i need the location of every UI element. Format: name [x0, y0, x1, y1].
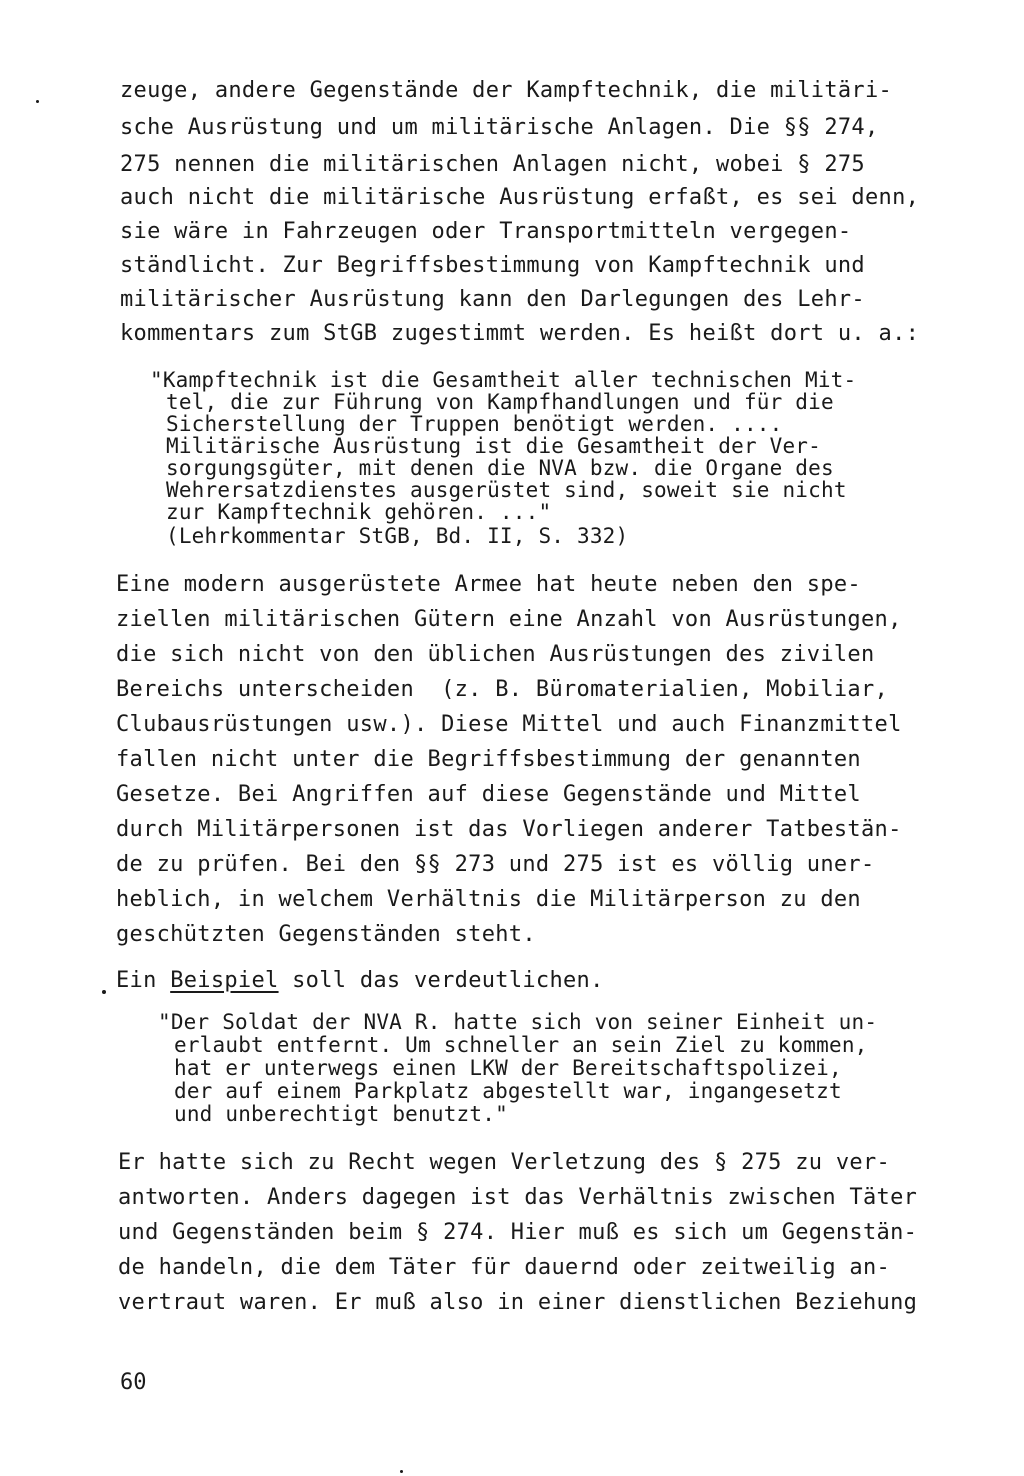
text-line: heblich, in welchem Verhältnis die Militärperson zu den — [116, 887, 861, 912]
quote-line: Wehrersatzdienstes ausgerüstet sind, soweit sie nicht — [166, 478, 847, 502]
text-line: die sich nicht von den üblichen Ausrüstungen des zivilen — [116, 642, 875, 667]
text-line: durch Militärpersonen ist das Vorliegen anderer Tatbestän- — [116, 817, 902, 842]
quote-line: "Der Soldat der NVA R. hatte sich von seiner Einheit un- — [158, 1010, 878, 1034]
quote-line: und unberechtigt benutzt." — [174, 1102, 508, 1126]
text-line: zeuge, andere Gegenstände der Kampftechnik, die militäri- — [120, 78, 893, 103]
example-text-before: Ein — [116, 968, 171, 993]
text-line: Gesetze. Bei Angriffen auf diese Gegenstände und Mittel — [116, 782, 861, 807]
scan-speck — [400, 1470, 403, 1473]
quote-line: Militärische Ausrüstung ist die Gesamtheit der Ver- — [166, 434, 821, 458]
text-line: kommentars zum StGB zugestimmt werden. Es heißt dort u. a.: — [120, 321, 920, 346]
text-line: 275 nennen die militärischen Anlagen nicht, wobei § 275 — [120, 152, 865, 177]
text-line: ziellen militärischen Gütern eine Anzahl von Ausrüstungen, — [116, 607, 902, 632]
quote-line: Sicherstellung der Truppen benötigt werden. .... — [166, 412, 783, 436]
text-line: militärischer Ausrüstung kann den Darlegungen des Lehr- — [120, 287, 865, 312]
text-line: fallen nicht unter die Begriffsbestimmung der genannten — [116, 747, 861, 772]
citation: (Lehrkommentar StGB, Bd. II, S. 332) — [166, 524, 629, 548]
example-sentence — [116, 970, 604, 992]
text-line: vertraut waren. Er muß also in einer dienstlichen Beziehung — [118, 1290, 918, 1315]
text-line: Er hatte sich zu Recht wegen Verletzung des § 275 zu ver- — [118, 1150, 891, 1175]
quote-line: tel, die zur Führung von Kampfhandlungen und für die — [166, 390, 834, 414]
example-underlined-word: Beispiel — [170, 968, 279, 993]
quote-line: sorgungsgüter, mit denen die NVA bzw. die Organe des — [166, 456, 834, 480]
text-line: geschützten Gegenständen steht. — [116, 922, 536, 947]
quote-line: hat er unterwegs einen LKW der Bereitschaftspolizei, — [174, 1056, 842, 1080]
text-line: und Gegenständen beim § 274. Hier muß es sich um Gegenstän- — [118, 1220, 918, 1245]
page-number: 60 — [120, 1370, 147, 1395]
text-line: de handeln, die dem Täter für dauernd oder zeitweilig an- — [118, 1255, 891, 1280]
text-line: auch nicht die militärische Ausrüstung erfaßt, es sei denn, — [120, 185, 920, 210]
scan-speck — [102, 990, 106, 994]
quote-line: erlaubt entfernt. Um schneller an sein Ziel zu kommen, — [174, 1033, 868, 1057]
text-line: sche Ausrüstung und um militärische Anlagen. Die §§ 274, — [120, 115, 879, 140]
example-text-after: soll das verdeutlichen. — [278, 968, 604, 993]
quote-line: zur Kampftechnik gehören. ..." — [166, 500, 552, 524]
text-line: Clubausrüstungen usw.). Diese Mittel und auch Finanzmittel — [116, 712, 902, 737]
text-line: de zu prüfen. Bei den §§ 273 und 275 ist es völlig uner- — [116, 852, 875, 877]
quote-line: der auf einem Parkplatz abgestellt war, ingangesetzt — [174, 1079, 842, 1103]
text-line: antworten. Anders dagegen ist das Verhältnis zwischen Täter — [118, 1185, 918, 1210]
text-line: Bereichs unterscheiden (z. B. Büromaterialien, Mobiliar, — [116, 677, 889, 702]
text-line: Eine modern ausgerüstete Armee hat heute neben den spe- — [116, 572, 861, 597]
text-line: ständlicht. Zur Begriffsbestimmung von Kampftechnik und — [120, 253, 865, 278]
text-line: sie wäre in Fahrzeugen oder Transportmitteln vergegen- — [120, 219, 852, 244]
scan-speck — [36, 100, 39, 103]
quote-line: "Kampftechnik ist die Gesamtheit aller technischen Mit- — [150, 368, 857, 392]
